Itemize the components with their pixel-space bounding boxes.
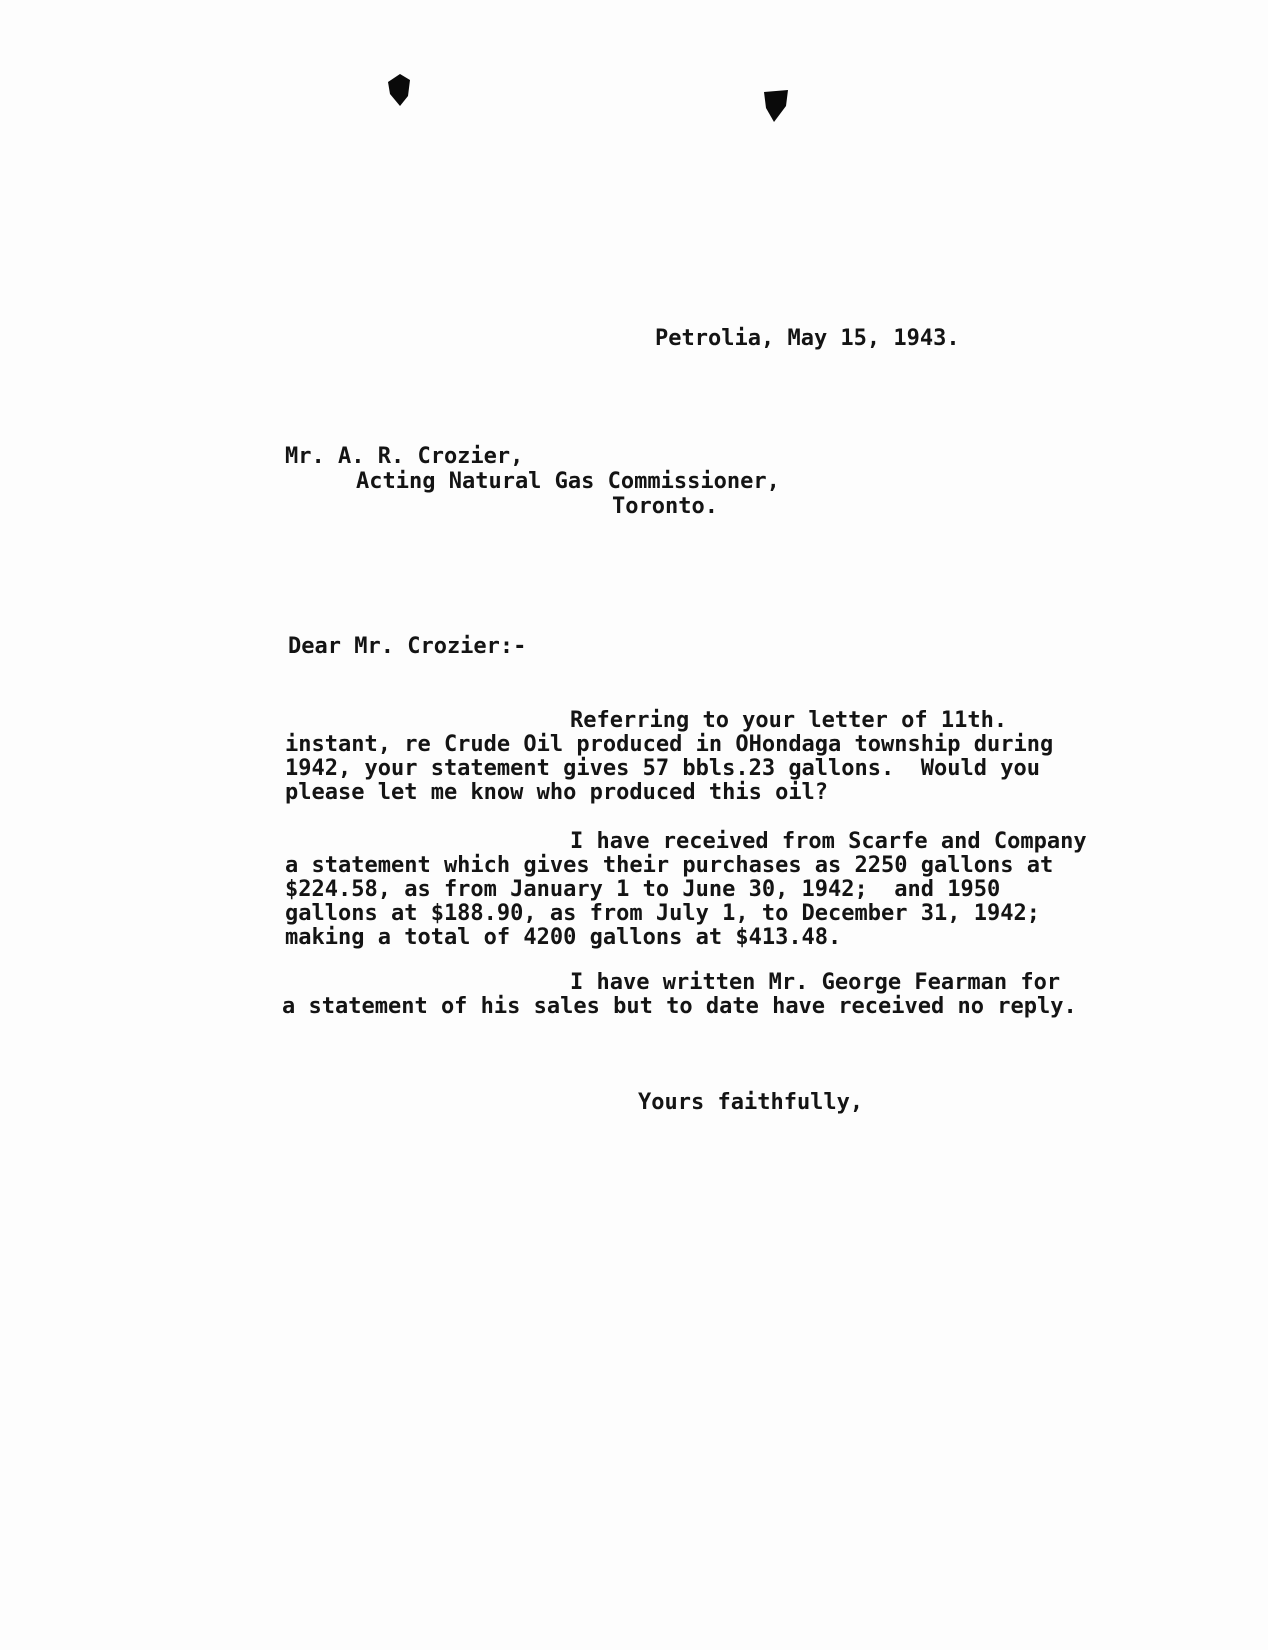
punch-hole-left	[384, 72, 414, 106]
paragraph-line: I have written Mr. George Fearman for	[570, 970, 1061, 995]
recipient-name: Mr. A. R. Crozier,	[285, 444, 524, 469]
paragraph-line: making a total of 4200 gallons at $413.48.	[285, 925, 842, 950]
dateline: Petrolia, May 15, 1943.	[655, 326, 960, 351]
paragraph-line: Referring to your letter of 11th.	[570, 708, 1008, 733]
paragraph-line: a statement of his sales but to date have received no reply.	[282, 994, 1077, 1019]
recipient-title: Acting Natural Gas Commissioner,	[356, 469, 780, 494]
paragraph-line: please let me know who produced this oil?	[285, 780, 829, 805]
salutation: Dear Mr. Crozier:-	[288, 634, 527, 659]
paragraph-line: gallons at $188.90, as from July 1, to December 31, 1942;	[285, 901, 1040, 926]
recipient-city: Toronto.	[612, 494, 718, 519]
paragraph-line: a statement which gives their purchases as 2250 gallons at	[285, 853, 1054, 878]
punch-hole-right	[762, 84, 792, 118]
paragraph-line: 1942, your statement gives 57 bbls.23 gallons. Would you	[285, 756, 1040, 781]
closing: Yours faithfully,	[638, 1090, 864, 1115]
paragraph-line: instant, re Crude Oil produced in OHondaga township during	[285, 732, 1054, 757]
paragraph-line: I have received from Scarfe and Company	[570, 829, 1087, 854]
paragraph-line: $224.58, as from January 1 to June 30, 1942; and 1950	[285, 877, 1001, 902]
